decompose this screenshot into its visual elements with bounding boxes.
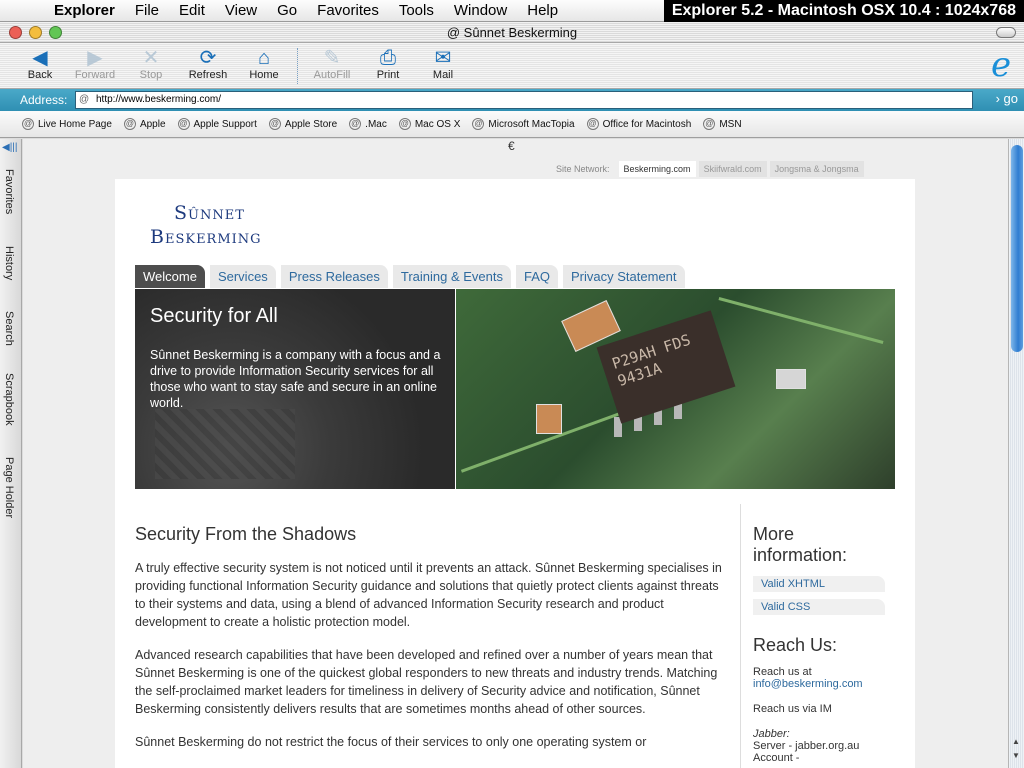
column-divider [740,504,741,768]
valid-xhtml-link[interactable]: Valid XHTML [753,576,885,592]
favorite-at-icon: @ [23,119,33,128]
go-button[interactable]: › go [995,91,1018,106]
favorites-bar [0,111,1024,138]
mail-button[interactable]: ✉ Mail [415,47,471,81]
favorite-link[interactable]: @ Office for Macintosh [588,118,692,130]
scroll-down-arrow-icon[interactable]: ▼ [1012,751,1020,760]
tab-favorites[interactable]: Favorites [3,169,15,215]
nav-tab-welcome[interactable]: Welcome [135,265,205,288]
favorite-at-icon: @ [705,119,714,128]
favorite-link[interactable]: @ Apple Store [270,118,338,130]
favorite-at-icon: @ [270,119,279,128]
scrollbar-thumb[interactable] [1011,145,1023,352]
nav-tab-faq[interactable]: FAQ [516,265,558,288]
page-viewport [23,139,1008,768]
tab-page-holder[interactable]: Page Holder [3,457,15,519]
capacitor-component [536,404,562,434]
address-input[interactable]: http://www.beskerming.com/ [75,91,973,109]
reach-email-block: Reach us at info@beskerming.com [753,666,863,690]
menu-file[interactable]: File [134,2,160,19]
circuit-trace [719,297,884,344]
favorite-link[interactable]: @ Mac OS X [400,118,461,130]
nav-tab-press-releases[interactable]: Press Releases [281,265,388,288]
favorite-link[interactable]: @ .Mac [351,118,387,130]
tab-search[interactable]: Search [3,311,15,346]
menu-go[interactable]: Go [277,2,298,19]
sidebar [753,524,893,768]
main-content [135,524,725,766]
circuit-board-photo [456,289,895,489]
forward-button[interactable]: ▶ Forward [67,47,123,81]
autofill-button[interactable]: ✎ AutoFill [304,47,360,81]
home-icon: ⌂ [257,47,271,69]
favorite-at-icon: @ [400,119,409,128]
browser-toolbar [0,43,1024,89]
site-tab-jongsma[interactable]: Jongsma & Jongsma [770,161,864,177]
site-tab-skiifwrald[interactable]: Skiifwrald.com [699,161,767,177]
home-button[interactable]: ⌂ Home [236,47,292,81]
menu-window[interactable]: Window [453,2,508,19]
favorite-at-icon: @ [474,119,483,128]
main-paragraph: Sûnnet Beskerming do not restrict the focus of their services to only one operating system or [135,735,647,749]
menu-favorites[interactable]: Favorites [317,2,379,19]
hero-banner [135,289,895,489]
printer-icon: ⎙ [380,47,396,69]
hero-text-panel [135,289,455,489]
page-container [115,179,915,768]
window-title-bar [0,22,1024,43]
nav-tab-services[interactable]: Services [210,265,276,288]
refresh-icon: ⟳ [199,47,217,69]
hero-description: Sûnnet Beskerming is a company with a focus and a drive to provide Information Security services for all those who want to stay safe and secure in an online world. [150,348,441,410]
favorite-link[interactable]: @ Apple [125,118,166,130]
autofill-icon: ✎ [323,47,341,69]
address-bar [0,89,1024,111]
menu-bar [0,0,1024,22]
site-logo[interactable]: Sûnnet Beskerming [150,202,262,248]
hero-title: Security for All [150,305,278,327]
resolution-badge: Explorer 5.2 - Macintosh OSX 10.4 : 1024x768 [664,0,1024,22]
stray-euro-character: € [508,139,515,153]
site-tab-beskerming[interactable]: Beskerming.com [619,161,696,177]
favorite-at-icon: @ [351,119,360,128]
reach-im-label: Reach us via IM [753,703,832,715]
back-button[interactable]: ◀ Back [12,47,68,81]
menu-tools[interactable]: Tools [398,2,434,19]
vertical-scrollbar[interactable] [1008,139,1024,768]
print-button[interactable]: ⎙ Print [360,47,416,81]
stop-icon: ✕ [142,47,160,69]
resistor-component [776,369,806,389]
internet-explorer-logo-icon: e [990,45,1012,85]
valid-css-link[interactable]: Valid CSS [753,599,885,615]
main-paragraph: Advanced research capabilities that have been developed and refined over a number of years mean that Sûnnet Beskerming is one of the quickest global responders to new threats and industry trends. Matching the self-proclaimed market leaders for timeliness in delivery of Security advice and notification, Sûnnet Beskerming consistently delivers results that are sometimes months ahead of other sources. [135,648,718,716]
site-network-bar [556,161,864,177]
app-menu[interactable]: Explorer [54,2,115,19]
main-paragraph: A truly effective security system is not noticed until it prevents an attack. Sûnnet Beskerming specialises in providing functional Information Security guidance and solutions that quietly protect clients against threats to their systems and data, using a blend of advanced Information Security research and product development to create a holistic protection model. [135,561,722,629]
tab-scrapbook[interactable]: Scrapbook [3,373,15,426]
reach-us-heading: Reach Us: [753,635,838,655]
explorer-bar-toggle-icon[interactable]: ◀||| [2,142,18,153]
main-heading: Security From the Shadows [135,524,357,544]
menu-edit[interactable]: Edit [179,2,205,19]
scroll-up-arrow-icon[interactable]: ▲ [1012,737,1020,746]
favorite-at-icon: @ [588,119,597,128]
hero-background-chip-image [155,409,295,479]
site-network-label: Site Network: [556,164,610,174]
address-label: Address: [20,93,68,107]
main-navigation [135,265,690,288]
nav-tab-training-events[interactable]: Training & Events [393,265,511,288]
refresh-button[interactable]: ⟳ Refresh [180,47,236,81]
back-arrow-icon: ◀ [32,47,48,69]
email-link[interactable]: info@beskerming.com [753,678,863,690]
stop-button[interactable]: ✕ Stop [123,47,179,81]
favorite-link[interactable]: @ MSN [705,118,742,130]
page-at-icon: @ [79,94,90,105]
nav-tab-privacy-statement[interactable]: Privacy Statement [563,265,685,288]
favorite-at-icon: @ [179,119,188,128]
more-information-heading: More information: [753,524,848,565]
window-title: @ Sûnnet Beskerming [446,24,578,40]
favorite-link[interactable]: @ Apple Support [179,118,257,130]
toolbar-toggle-icon[interactable] [996,27,1016,38]
forward-arrow-icon: ▶ [87,47,103,69]
menu-help[interactable]: Help [527,2,559,19]
jabber-block: Jabber: Server - jabber.org.au Account - [753,728,860,764]
explorer-bar-tabs [0,139,22,768]
tab-history[interactable]: History [3,246,15,281]
favorite-link[interactable]: @ Microsoft MacTopia [474,118,575,130]
toolbar-separator [297,48,298,84]
favorite-at-icon: @ [125,119,134,128]
favorite-link[interactable]: @ Live Home Page [23,118,112,130]
mail-icon: ✉ [434,47,452,69]
menu-view[interactable]: View [224,2,258,19]
microchip: P29AH FDS 9431A [597,310,736,423]
